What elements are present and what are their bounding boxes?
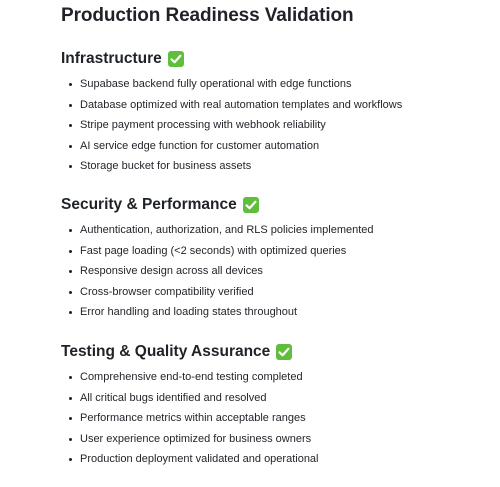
section-heading [61,48,491,70]
list-item [61,220,491,241]
list-item-text: Database optimized with real automation templates and workflows [80,98,403,111]
list-item-text: User experience optimized for business owners [80,432,312,445]
list-item [61,408,491,429]
section-heading [61,341,491,363]
bullet-icon [69,124,72,127]
bullet-icon [69,83,72,86]
bullet-list [61,367,491,470]
list-item [61,115,491,136]
list-item-text: All critical bugs identified and resolved [80,391,267,404]
section-testing-quality [61,341,491,470]
page-title: Production Readiness Validation [61,5,354,26]
list-item [61,95,491,116]
check-mark-button-icon [243,197,259,213]
list-item [61,429,491,450]
list-item-text: AI service edge function for customer automation [80,139,320,152]
section-heading-text: Testing & Quality Assurance [61,343,271,360]
section-heading-text: Security & Performance [61,196,237,213]
bullet-icon [69,458,72,461]
list-item [61,367,491,388]
list-item [61,136,491,157]
bullet-icon [69,165,72,168]
bullet-icon [69,291,72,294]
check-mark-button-icon [168,51,184,67]
bullet-icon [69,145,72,148]
list-item-text: Storage bucket for business assets [80,160,252,173]
bullet-icon [69,397,72,400]
list-item [61,261,491,282]
bullet-list [61,220,491,323]
list-item-text: Cross-browser compatibility verified [80,285,254,298]
bullet-icon [69,250,72,253]
bullet-icon [69,376,72,379]
list-item [61,156,491,177]
bullet-icon [69,438,72,441]
list-item [61,241,491,262]
list-item-text: Error handling and loading states throughout [80,306,298,319]
list-item-text: Responsive design across all devices [80,265,263,278]
list-item-text: Fast page loading (<2 seconds) with optimized queries [80,244,347,257]
bullet-icon [69,104,72,107]
list-item-text: Stripe payment processing with webhook reliability [80,119,326,132]
list-item-text: Production deployment validated and operational [80,453,319,466]
section-heading-text: Infrastructure [61,50,162,67]
list-item [61,449,491,470]
bullet-icon [69,270,72,273]
list-item [61,388,491,409]
check-mark-button-icon [276,344,292,360]
bullet-icon [69,417,72,420]
list-item [61,302,491,323]
section-security-performance [61,194,491,323]
list-item [61,282,491,303]
section-infrastructure [61,48,491,177]
bullet-list [61,74,491,177]
list-item-text: Authentication, authorization, and RLS policies implemented [80,224,374,236]
list-item-text: Supabase backend fully operational with edge functions [80,78,352,90]
list-item [61,74,491,95]
list-item-text: Comprehensive end-to-end testing completed [80,371,303,383]
section-heading [61,194,491,216]
bullet-icon [69,229,72,232]
list-item-text: Performance metrics within acceptable ranges [80,412,306,425]
bullet-icon [69,311,72,314]
